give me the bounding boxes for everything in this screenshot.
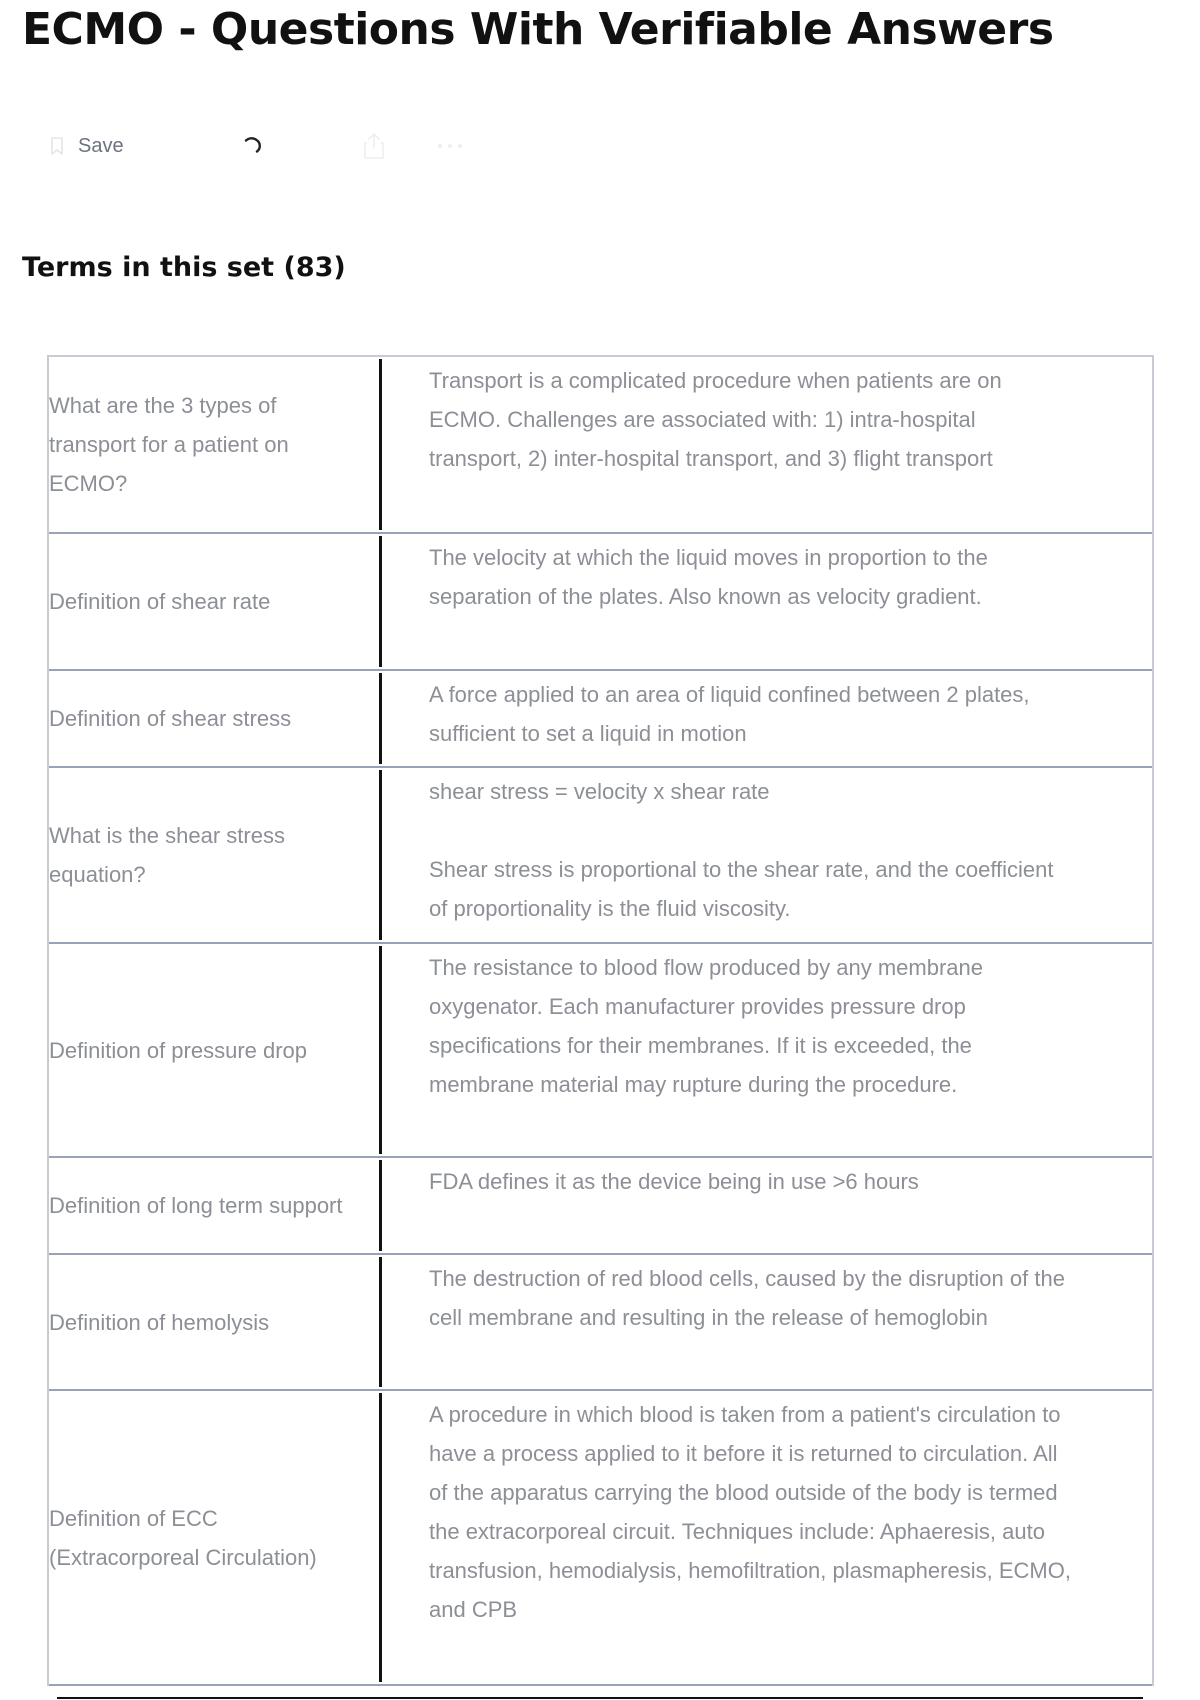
loading-spinner-icon [240,134,264,158]
definition-paragraph: A procedure in which blood is taken from a patient's circulation to have a process applied to it before it is returned to circulation. All of the apparatus carrying the blood outside of the body is termed the extracorporeal circuit. Techniques include: Aphaeresis, auto transfusion, hemodialysis, hemofiltration, plasmapheresis, ECMO, and CPB [429,1402,1071,1622]
term-row [49,944,1152,1158]
definition-paragraph: A force applied to an area of liquid confined between 2 plates, sufficient to set a liquid in motion [429,682,1030,746]
term-text: Definition of shear rate [49,589,271,614]
terms-heading: Terms in this set (83) [22,252,346,283]
share-button[interactable] [362,128,386,164]
definition-text [382,1255,1152,1389]
study-button[interactable] [240,128,264,164]
set-toolbar [50,128,510,164]
definition-text [382,357,1152,532]
definition-text [382,944,1152,1156]
term-text: Definition of shear stress [49,706,292,731]
definition-paragraph: The destruction of red blood cells, caused by the disruption of the cell membrane and resulting in the release of hemoglobin [429,1266,1065,1330]
page-title: ECMO - Questions With Verifiable Answers [22,4,1054,55]
definition-paragraph: The resistance to blood flow produced by any membrane oxygenator. Each manufacturer provides pressure drop specifications for their membranes. If it is exceeded, the membrane material may rupture during the procedure. [429,955,983,1097]
term-row [49,1255,1152,1391]
term-row [49,1158,1152,1255]
term-text: What are the 3 types of transport for a patient on ECMO? [49,393,289,496]
more-options-icon [436,142,464,150]
share-icon [362,132,386,160]
term-text: Definition of ECC (Extracorporeal Circulation) [49,1505,317,1570]
term-row [49,357,1152,534]
definition-paragraph: shear stress = velocity x shear rate [429,779,770,804]
term-text: What is the shear stress equation? [49,823,285,887]
save-button-label: Save [78,134,124,157]
term-text: Definition of long term support [49,1193,343,1218]
definition-paragraph: Transport is a complicated procedure when patients are on ECMO. Challenges are associated with: 1) intra-hospital transport, 2) inter-hospital transport, and 3) flight transport [429,368,1002,471]
more-options-button[interactable] [436,128,464,164]
definition-text [382,534,1152,669]
term-row [49,1391,1152,1686]
bottom-divider [57,1697,1143,1699]
term-row [49,671,1152,768]
save-button[interactable] [50,128,124,164]
term-row [49,768,1152,944]
term-text: Definition of pressure drop [49,1037,308,1063]
term-row [49,534,1152,671]
definition-paragraph: FDA defines it as the device being in use >6 hours [429,1169,919,1194]
terms-table [47,355,1154,1686]
definition-paragraph: Shear stress is proportional to the shear rate, and the coefficient of proportionality is the fluid viscosity. [429,857,1054,921]
definition-text [382,671,1152,766]
definition-text [382,1391,1152,1684]
term-text: Definition of hemolysis [49,1309,270,1335]
bookmark-icon [50,137,64,155]
definition-paragraph: The velocity at which the liquid moves in proportion to the separation of the plates. Also known as velocity gradient. [429,545,988,609]
definition-text [382,1158,1152,1253]
definition-text [382,768,1152,942]
